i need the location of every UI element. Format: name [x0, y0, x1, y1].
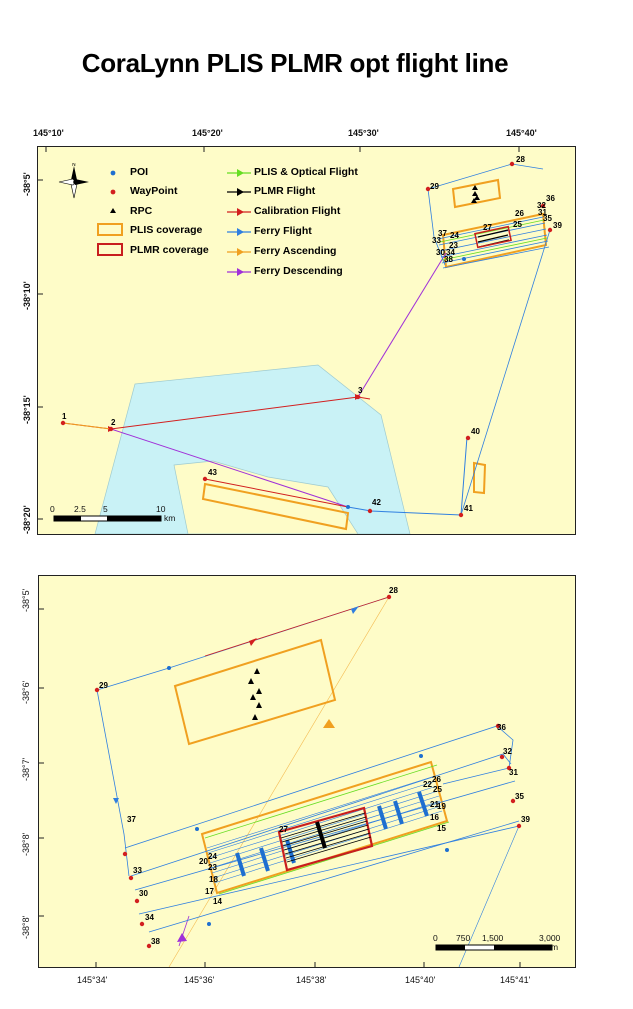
pt2-37: 37 — [127, 815, 136, 824]
pt2-34: 34 — [145, 913, 154, 922]
scale2-unit: m — [551, 942, 559, 952]
ferry-line-east — [461, 230, 550, 515]
legend-ferry-descending: Ferry Descending — [254, 265, 343, 277]
orange-box-icon — [98, 224, 122, 235]
red-box-icon — [98, 244, 122, 255]
pt-41: 41 — [464, 504, 473, 513]
pt2-15: 15 — [437, 824, 446, 833]
pt2-29: 29 — [99, 681, 108, 690]
x2-tick-2: 145°36' — [184, 975, 215, 985]
pt2-23: 23 — [208, 863, 217, 872]
svg-text:N: N — [72, 163, 76, 168]
y2-tick-2: -38°6' — [21, 680, 31, 704]
pt2-24: 24 — [208, 852, 217, 861]
pt-25: 25 — [513, 220, 522, 229]
legend-ferry-ascending: Ferry Ascending — [254, 245, 337, 257]
pt2-27: 27 — [279, 825, 288, 834]
pt-30: 30 — [436, 248, 445, 257]
pt-26: 26 — [515, 209, 524, 218]
y2-tick-3: -38°7' — [21, 757, 31, 781]
x2-tick-1: 145°34' — [77, 975, 108, 985]
orange-arrow-icon — [237, 248, 244, 256]
pt-23: 23 — [449, 241, 458, 250]
pt-27: 27 — [483, 223, 492, 232]
legend-plis-coverage: PLIS coverage — [130, 224, 203, 236]
pt2-33: 33 — [133, 866, 142, 875]
legend-plmr-coverage: PLMR coverage — [130, 244, 209, 256]
pt-31: 31 — [538, 208, 547, 217]
x-tick-2: 145°20' — [192, 128, 223, 138]
pt-33: 33 — [432, 236, 441, 245]
pt2-38: 38 — [151, 937, 160, 946]
pt-39: 39 — [553, 221, 562, 230]
x2-tick-3: 145°38' — [296, 975, 327, 985]
pt-37: 37 — [438, 229, 447, 238]
y2-tick-4: -38°8' — [21, 832, 31, 856]
pt2-14: 14 — [213, 897, 222, 906]
legend-calibration: Calibration Flight — [254, 205, 341, 217]
scale-bar-m — [436, 945, 552, 950]
pt2-36: 36 — [497, 723, 506, 732]
legend-rpc: RPC — [130, 205, 153, 217]
pt-38: 38 — [444, 255, 453, 264]
black-arrow-icon — [237, 188, 244, 196]
pt2-22: 22 — [423, 780, 432, 789]
scale2-1500: 1,500 — [482, 933, 504, 943]
scale-5: 5 — [103, 504, 108, 514]
pt2-16: 16 — [430, 813, 439, 822]
pt2-26: 26 — [432, 775, 441, 784]
y-tick-4: -38°20' — [22, 505, 32, 534]
pt-28: 28 — [516, 155, 525, 164]
x-tick-4: 145°40' — [506, 128, 537, 138]
pt-32: 32 — [537, 201, 546, 210]
pt-42: 42 — [372, 498, 381, 507]
scale2-3000: 3,000 — [539, 933, 561, 943]
plis-coverage-main — [443, 214, 546, 267]
red-dot-icon — [111, 190, 116, 195]
pt-43: 43 — [208, 468, 217, 477]
pt-34: 34 — [446, 248, 455, 257]
pt-3: 3 — [358, 386, 363, 395]
scale2-0: 0 — [433, 933, 438, 943]
pt2-31: 31 — [509, 768, 518, 777]
pt-1: 1 — [62, 412, 67, 421]
y-tick-2: -38°10' — [22, 281, 32, 310]
y2-tick-5: -38°8' — [21, 915, 31, 939]
ferry-line-north — [97, 597, 389, 876]
y2-tick-1: -38°5' — [21, 588, 31, 612]
pt-35: 35 — [543, 214, 552, 223]
scale-2.5: 2.5 — [74, 504, 86, 514]
pt-2: 2 — [111, 418, 116, 427]
blue-dot-icon — [111, 171, 116, 176]
legend-plis-optical: PLIS & Optical Flight — [254, 166, 358, 178]
x-tick-1: 145°10' — [33, 128, 64, 138]
scale-unit: km — [164, 513, 176, 523]
x2-tick-5: 145°41' — [500, 975, 531, 985]
legend-ferry: Ferry Flight — [254, 225, 312, 237]
pt-29: 29 — [430, 182, 439, 191]
purple-arrow-icon — [237, 268, 244, 276]
pt2-35: 35 — [515, 792, 524, 801]
pt2-19: 19 — [437, 802, 446, 811]
legend-poi: POI — [130, 166, 149, 178]
detail-map[interactable] — [38, 575, 576, 968]
x2-tick-4: 145°40' — [405, 975, 436, 985]
black-triangle-icon — [110, 208, 116, 213]
pt2-39: 39 — [521, 815, 530, 824]
pt2-18: 18 — [209, 875, 218, 884]
pt2-20: 20 — [199, 857, 208, 866]
pt2-17: 17 — [205, 887, 214, 896]
page-title: CoraLynn PLIS PLMR opt flight line — [81, 48, 509, 78]
x-tick-3: 145°30' — [348, 128, 379, 138]
pt2-28: 28 — [389, 586, 398, 595]
red-arrow-icon — [237, 208, 244, 216]
pt2-21: 21 — [430, 800, 439, 809]
pt-40: 40 — [471, 427, 480, 436]
pt-24: 24 — [450, 231, 459, 240]
y-tick-3: -38°15' — [22, 395, 32, 424]
pt2-25: 25 — [433, 785, 442, 794]
blue-arrow-icon — [237, 228, 244, 236]
legend-waypoint: WayPoint — [130, 185, 178, 197]
scale-bar-km — [54, 516, 161, 521]
pt-36: 36 — [546, 194, 555, 203]
pt2-32: 32 — [503, 747, 512, 756]
scale2-750: 750 — [456, 933, 471, 943]
scale-0: 0 — [50, 504, 55, 514]
y-tick-1: -38°5' — [22, 172, 32, 196]
ferry-ascending-line — [63, 423, 111, 429]
legend-plmr-flight: PLMR Flight — [254, 185, 316, 197]
pt2-30: 30 — [139, 889, 148, 898]
legend — [64, 160, 384, 290]
scale-10: 10 — [156, 504, 166, 514]
ferry-line-north — [428, 164, 543, 189]
green-arrow-icon — [237, 169, 244, 177]
